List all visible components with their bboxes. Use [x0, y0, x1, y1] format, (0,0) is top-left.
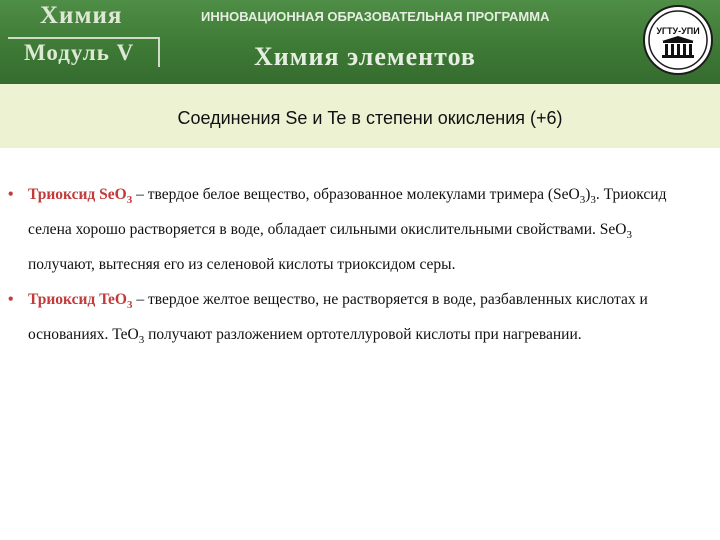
bullet-item: • Триоксид SeO$_3$ – твердое белое вещество, образованное молекулами тримера $(SeO_3)_3$. Триоксид селена хорошо растворяется в воде, обладает сильными окислительными свойствами. SeO$_3$ получают, вытесняя его из селеновой кислоты триоксидом серы. — [8, 180, 698, 280]
module-label: Модуль V — [24, 40, 135, 65]
bullet-icon: • — [8, 291, 14, 308]
bullet-term: Триоксид TeO$_3$ — [28, 291, 133, 311]
course-title: Химия — [40, 2, 123, 29]
logo-text: УГТУ-УПИ — [656, 26, 700, 36]
header-banner — [0, 0, 720, 84]
header-vertical-divider — [158, 37, 160, 67]
bullet-text: – твердое белое вещество, образованное молекулами тримера (SeO — [132, 186, 580, 203]
bullet-icon: • — [8, 186, 14, 203]
bullet-item: • Триоксид TeO$_3$ – твердое желтое вещество, не растворяется в воде, разбавленных кислотах и основаниях. TeO$_3$ получают разложением ортотеллуровой кислоты при нагревании. — [8, 285, 698, 355]
bullet-text: – твердое желтое вещество, не растворяется в воде, разбавленных кислотах и основаниях. TeO — [28, 291, 648, 343]
slide-subtitle: Соединения Se и Te в степени окисления (+6) — [177, 108, 563, 128]
program-title: ИННОВАЦИОННАЯ ОБРАЗОВАТЕЛЬНАЯ ПРОГРАММА — [201, 9, 550, 24]
university-logo-icon — [642, 3, 714, 77]
slide-content — [8, 180, 698, 360]
bullet-term: Триоксид SeO$_3$ — [28, 186, 133, 206]
header-divider — [8, 37, 158, 39]
topic-title: Химия элементов — [254, 42, 476, 71]
